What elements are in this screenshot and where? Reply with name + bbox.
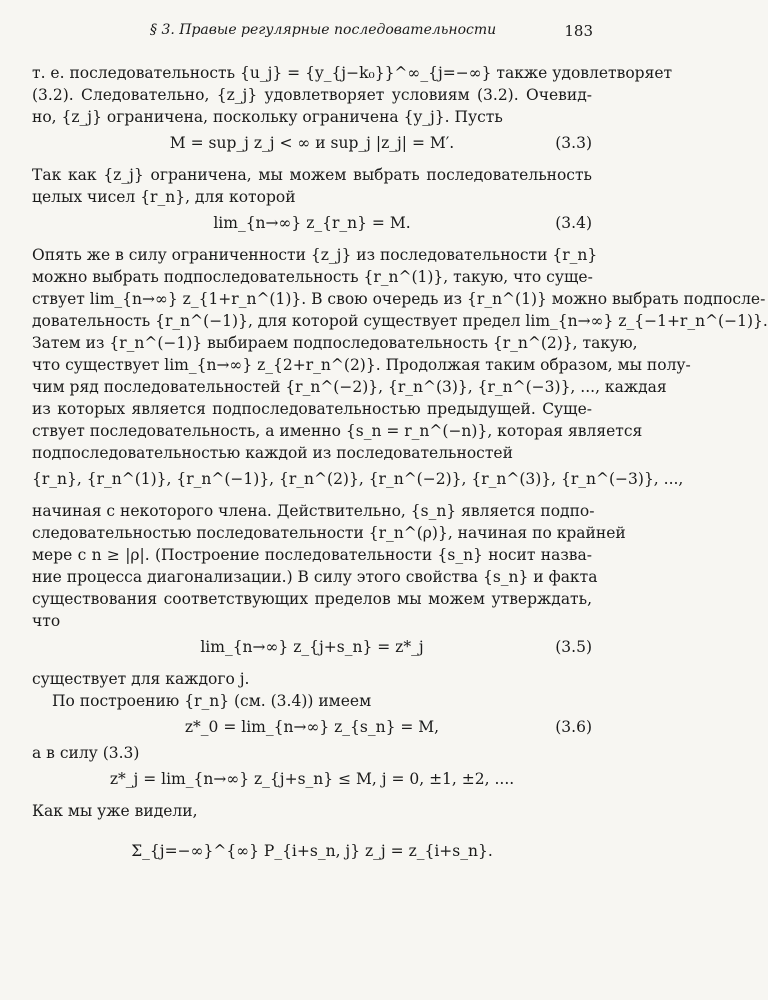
text-line: ствует последовательность, а именно {s_n = r_n^(−n)}, которая является xyxy=(32,422,643,440)
text-line: существования соответствующих пределов мы можем утверждать, xyxy=(32,590,592,608)
text-line: начиная с некоторого члена. Действительно, {s_n} является подпо- xyxy=(32,502,595,520)
equation-3-6 xyxy=(32,712,592,742)
running-header xyxy=(0,22,637,46)
text-line: а в силу (3.3) xyxy=(32,744,140,762)
text-line: Опять же в силу ограниченности {z_j} из последовательности {r_n} xyxy=(32,246,598,264)
text-line: из которых является подпоследовательностью предыдущей. Суще- xyxy=(32,400,592,418)
text-line: мере с n ≥ |ρ|. (Построение последовательности {s_n} носит назва- xyxy=(32,546,592,564)
equation-sum xyxy=(32,836,592,866)
equation-body: z*_j = lim_{n→∞} z_{j+s_n} ≤ M, j = 0, ±1, ±2, .... xyxy=(109,770,515,788)
equation-number: (3.4) xyxy=(555,214,592,232)
equation-3-3 xyxy=(32,128,592,158)
equation-body: lim_{n→∞} z_{r_n} = M. xyxy=(213,214,411,232)
equation-number: (3.6) xyxy=(555,718,592,736)
equation-3-5 xyxy=(32,632,592,662)
text-line: (3.2). Следовательно, {z_j} удовлетворяет условиям (3.2). Очевид- xyxy=(32,86,592,104)
text-line: Как мы уже видели, xyxy=(32,802,198,820)
text-line: что xyxy=(32,612,61,630)
text-line: но, {z_j} ограничена, поскольку ограничена {y_j}. Пусть xyxy=(32,108,503,126)
sequence-list: {r_n}, {r_n^(1)}, {r_n^(−1)}, {r_n^(2)}, {r_n^(−2)}, {r_n^(3)}, {r_n^(−3)}, ..., xyxy=(32,470,684,488)
text-line: чим ряд последовательностей {r_n^(−2)}, {r_n^(3)}, {r_n^(−3)}, ..., каждая xyxy=(32,378,667,396)
text-line: можно выбрать подпоследовательность {r_n^(1)}, такую, что суще- xyxy=(32,268,593,286)
equation-number: (3.3) xyxy=(555,134,592,152)
text-line: подпоследовательностью каждой из последовательностей xyxy=(32,444,513,462)
text-line: Так как {z_j} ограничена, мы можем выбрать последовательность xyxy=(32,166,592,184)
text-line: ствует lim_{n→∞} z_{1+r_n^(1)}. В свою очередь из {r_n^(1)} можно выбрать подпосле- xyxy=(32,290,766,308)
equation-body: M = sup_j z_j < ∞ и sup_j |z_j| = M′. xyxy=(169,134,455,152)
text-line: следовательностью последовательности {r_n^(ρ)}, начиная по крайней xyxy=(32,524,626,542)
text-line: довательность {r_n^(−1)}, для которой существует предел lim_{n→∞} z_{−1+r_n^(−1)}. xyxy=(32,312,768,330)
page-number: 183 xyxy=(564,22,593,40)
equation-body: Σ_{j=−∞}^{∞} P_{i+s_n, j} z_j = z_{i+s_n}. xyxy=(131,842,493,860)
text-line: т. е. последовательность {u_j} = {y_{j−k₀}}^∞_{j=−∞} также удовлетворяет xyxy=(32,64,673,82)
text-line: целых чисел {r_n}, для которой xyxy=(32,188,296,206)
equation-body: z*_0 = lim_{n→∞} z_{s_n} = M, xyxy=(184,718,440,736)
text-line: ние процесса диагонализации.) В силу этого свойства {s_n} и факта xyxy=(32,568,598,586)
text-line: По построению {r_n} (см. (3.4)) имеем xyxy=(52,692,372,710)
text-line: что существует lim_{n→∞} z_{2+r_n^(2)}. Продолжая таким образом, мы полу- xyxy=(32,356,691,374)
section-title: § 3. Правые регулярные последовательности xyxy=(150,22,497,38)
body-text xyxy=(32,62,768,866)
text-line: существует для каждого j. xyxy=(32,670,250,688)
text-line: Затем из {r_n^(−1)} выбираем подпоследовательность {r_n^(2)}, такую, xyxy=(32,334,638,352)
equation-body: lim_{n→∞} z_{j+s_n} = z*_j xyxy=(200,638,424,656)
equation-inequality xyxy=(32,764,592,794)
equation-3-4 xyxy=(32,208,592,238)
equation-number: (3.5) xyxy=(555,638,592,656)
